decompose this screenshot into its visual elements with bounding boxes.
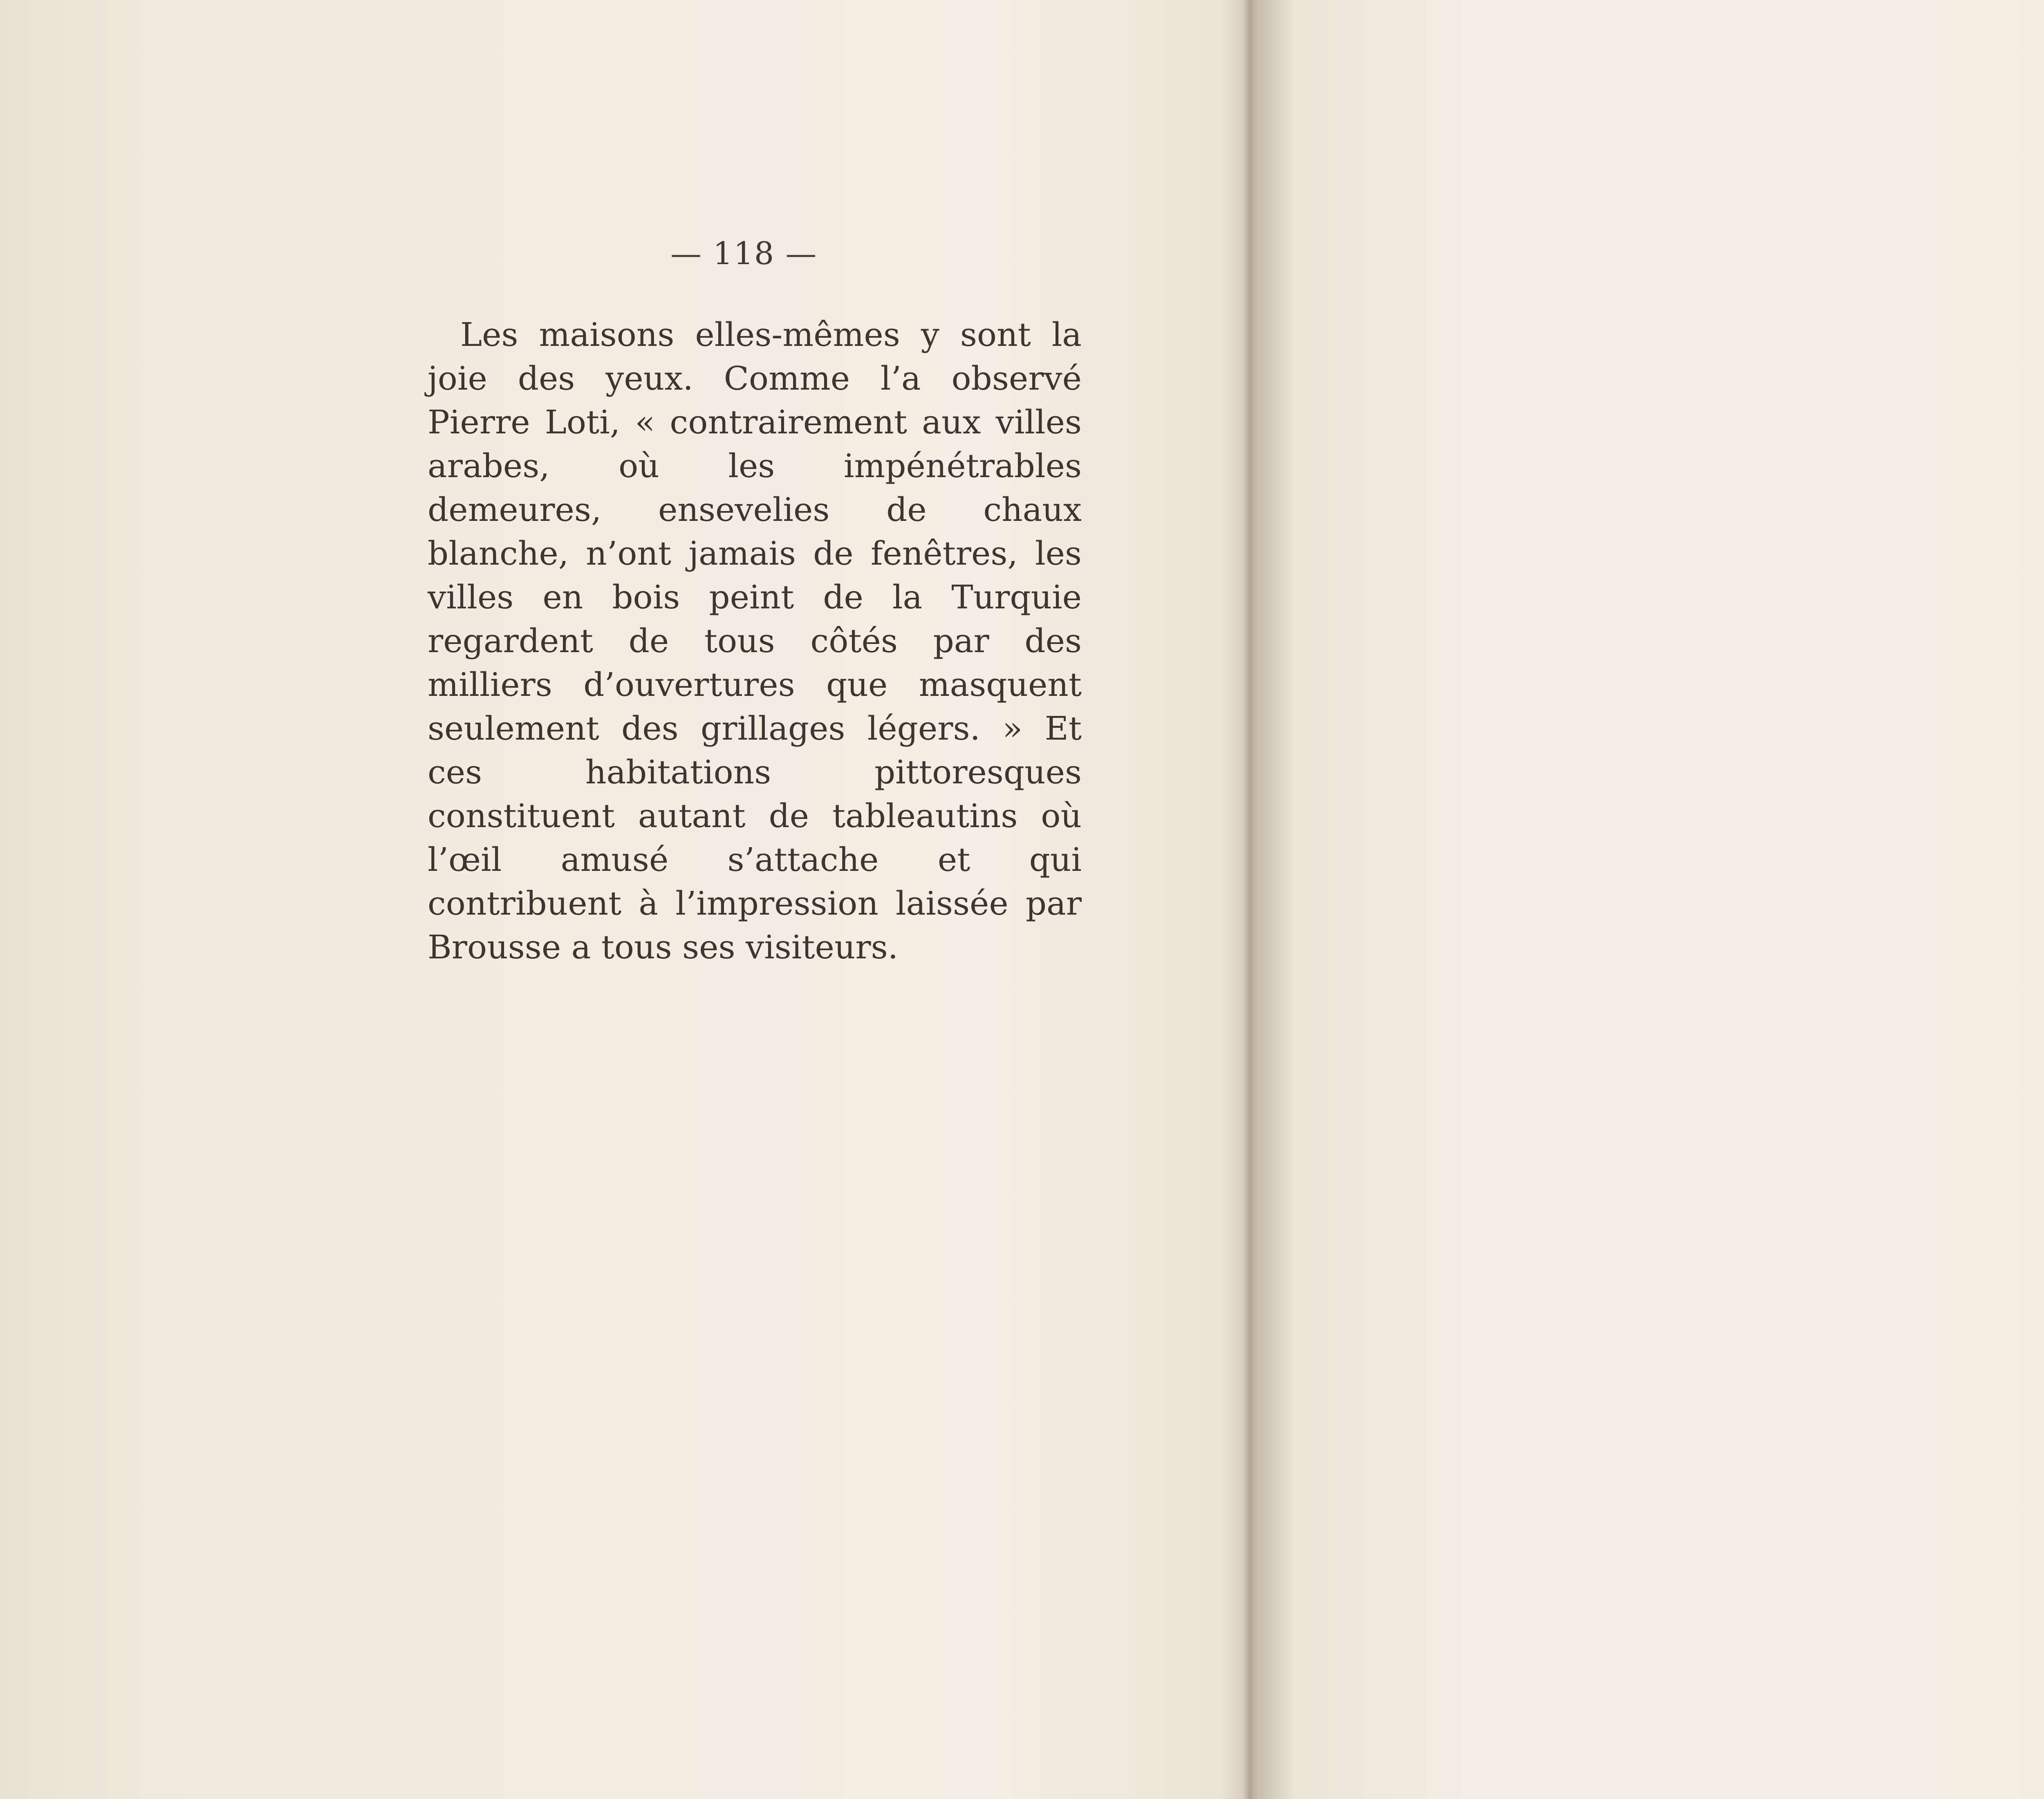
left-paragraph: Les maisons elles-mêmes y sont la joie des yeux. Comme l’a observé Pierre Loti, « contrairement aux villes arabes, où les impénétrables demeures, ensevelies de chaux blanche, n’ont jamais de fenêtres, les villes en bois peint de la Turquie regardent de tous côtés par des milliers d’ouvertures que masquent seulement des grillages légers. » Et ces habitations pittoresques constituent autant de tableautins où l’œil amusé s’attache et qui contribuent à l’impression laissée par Brousse a tous ses visiteurs. — [428, 316, 1082, 966]
right-page — [1245, 0, 2044, 1799]
left-page-text — [428, 313, 1082, 969]
page-number: — 118 — — [670, 235, 818, 271]
